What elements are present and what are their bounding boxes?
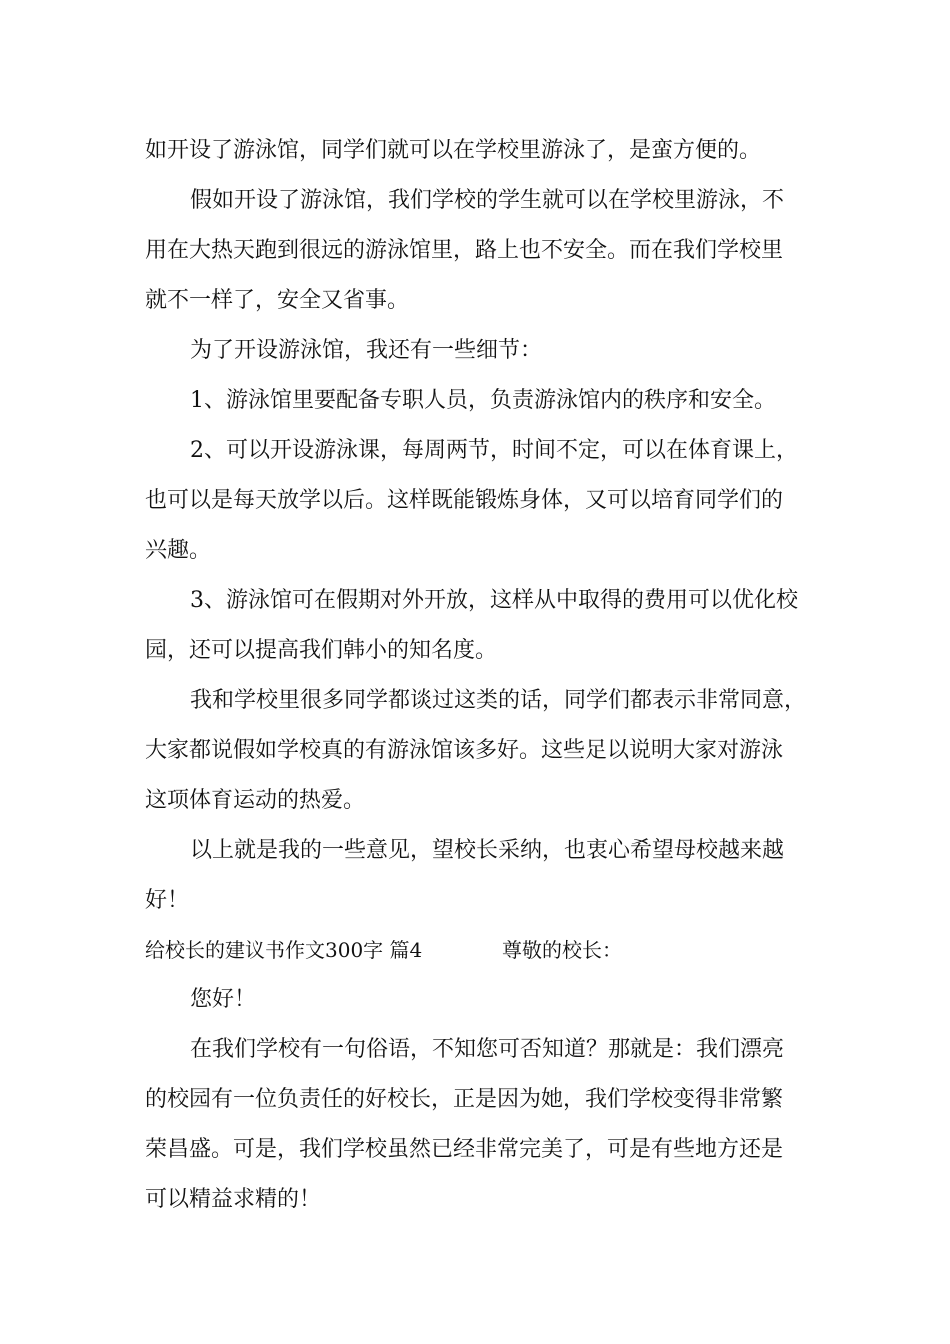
paragraph-line: 荣昌盛。可是，我们学校虽然已经非常完美了，可是有些地方还是 (145, 1137, 784, 1162)
paragraph-line: 的校园有一位负责任的好校长，正是因为她，我们学校变得非常繁 (145, 1087, 784, 1112)
paragraph-line: 园，还可以提高我们韩小的知名度。 (145, 638, 498, 663)
list-item-line: 1、游泳馆里要配备专职人员，负责游泳馆内的秩序和安全。 (190, 388, 776, 413)
greeting-line: 您好！ (190, 987, 257, 1012)
list-item-line: 3、游泳馆可在假期对外开放，这样从中取得的费用可以优化校 (190, 588, 798, 613)
paragraph-line: 在我们学校有一句俗语，不知您可否知道？那就是：我们漂亮 (190, 1037, 785, 1062)
paragraph-line: 假如开设了游泳馆，我们学校的学生就可以在学校里游泳，不 (190, 188, 785, 213)
paragraph-line: 用在大热天跑到很远的游泳馆里，路上也不安全。而在我们学校里 (145, 238, 784, 263)
paragraph-line: 如开设了游泳馆，同学们就可以在学校里游泳了，是蛮方便的。 (145, 138, 762, 163)
paragraph-line: 也可以是每天放学以后。这样既能锻炼身体，又可以培育同学们的 (145, 488, 784, 513)
paragraph-line: 兴趣。 (145, 538, 212, 563)
paragraph-line: 为了开设游泳馆，我还有一些细节： (190, 338, 543, 363)
paragraph-line: 好！ (145, 888, 190, 913)
paragraph-line: 我和学校里很多同学都谈过这类的话，同学们都表示非常同意， (190, 688, 807, 713)
paragraph-line: 就不一样了，安全又省事。 (145, 288, 410, 313)
section-heading: 给校长的建议书作文300字 篇4 (145, 938, 423, 962)
salutation: 尊敬的校长： (502, 938, 622, 962)
paragraph-line: 可以精益求精的！ (145, 1187, 322, 1212)
paragraph-line: 以上就是我的一些意见，望校长采纳，也衷心希望母校越来越 (190, 838, 785, 863)
list-item-line: 2、可以开设游泳课，每周两节，时间不定，可以在体育课上， (190, 438, 798, 463)
paragraph-line: 这项体育运动的热爱。 (145, 788, 366, 813)
paragraph-line: 大家都说假如学校真的有游泳馆该多好。这些足以说明大家对游泳 (145, 738, 784, 763)
